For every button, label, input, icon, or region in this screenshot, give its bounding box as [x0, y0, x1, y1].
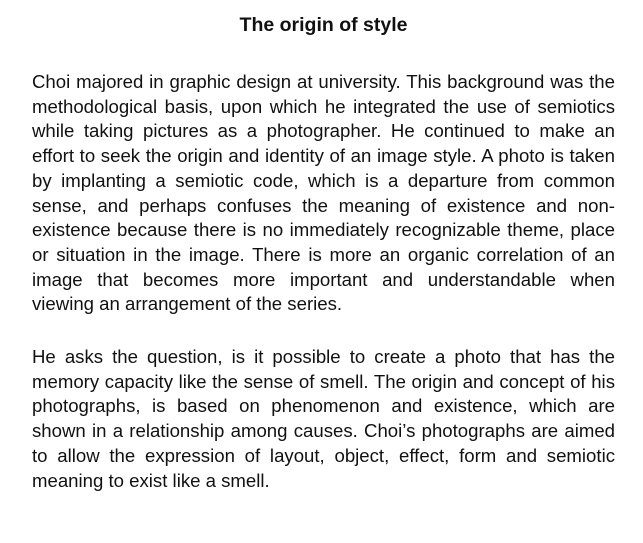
document-title: The origin of style — [239, 14, 408, 36]
paragraph-smell-concept: He asks the question, is it possible to create a photo that has the memory capacity like the sense of smell. The origin and concept of his photographs, is based on phenomenon and existence, which are shown in a relationship among causes. Choi’s photographs are aimed to allow the expression of layout, object, effect, form and semiotic meaning to exist like a smell. — [32, 346, 615, 491]
paragraph-origin-background: Choi majored in graphic design at university. This background was the methodological basis, upon which he integrated the use of semiotics while taking pictures as a photographer. He continued to make an effort to seek the origin and identity of an image style. A photo is taken by implanting a semiotic code, which is a departure from common sense, and perhaps confuses the meaning of existence and non-existence because there is no immediately recognizable theme, place or situation in the image. There is more an organic correlation of an image that becomes more important and understandable when viewing an arrangement of the series. — [32, 71, 615, 315]
